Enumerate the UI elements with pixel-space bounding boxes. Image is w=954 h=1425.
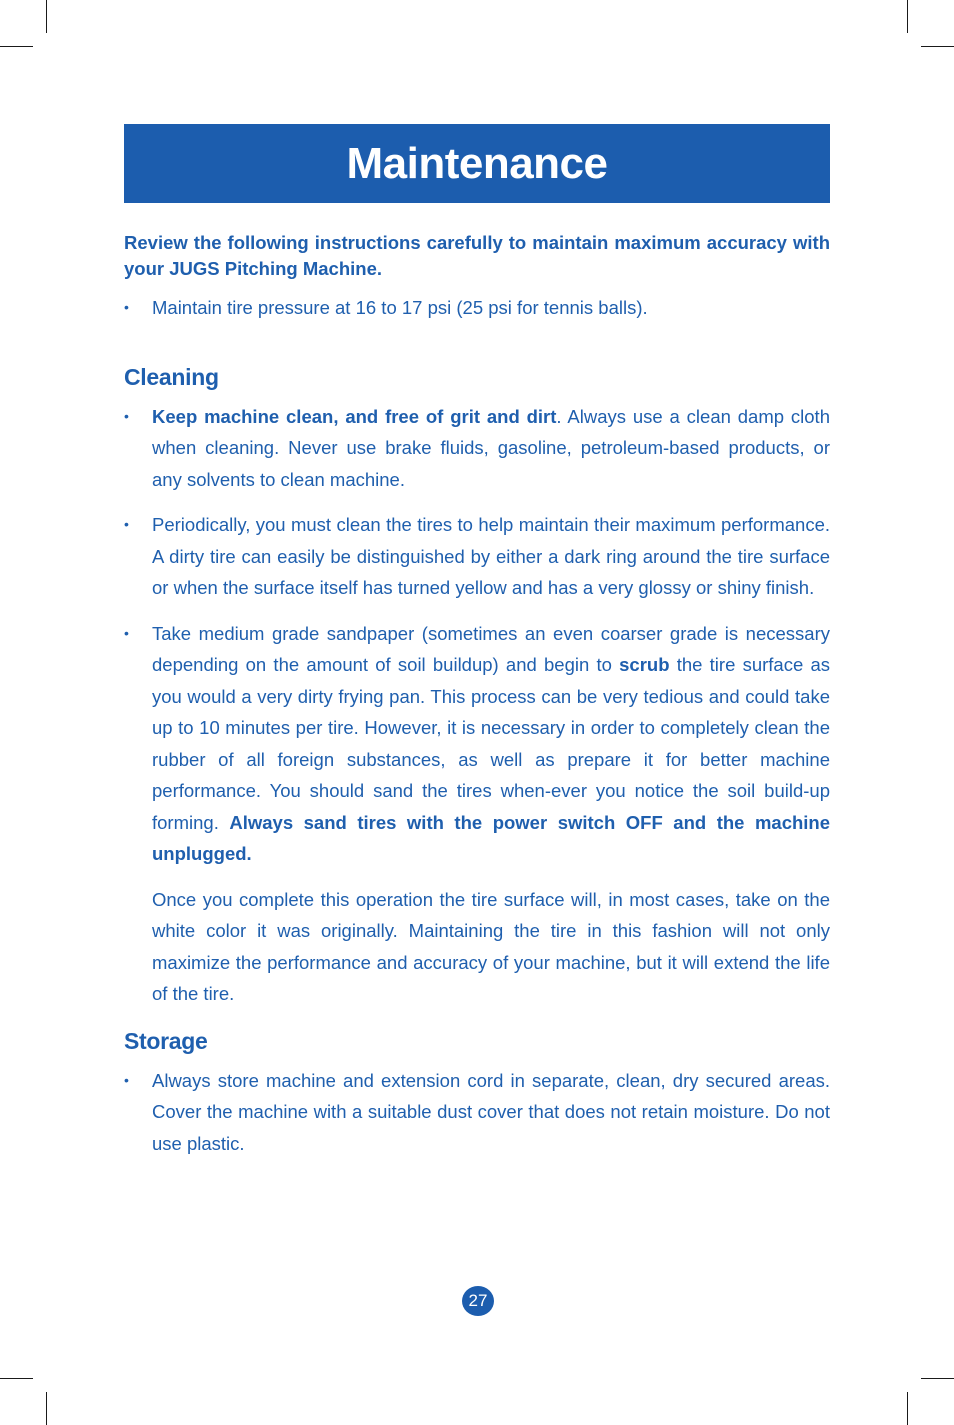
page-number: 27 <box>468 1291 488 1310</box>
storage-bullet-list <box>124 1065 830 1160</box>
bullet-text: Maintain tire pressure at 16 to 17 psi (25 psi for tennis balls). <box>152 297 648 318</box>
crop-mark <box>921 46 954 47</box>
bullet-icon: • <box>124 407 129 424</box>
crop-mark <box>0 46 33 47</box>
bullet-emphasis: scrub <box>619 654 670 675</box>
crop-mark <box>0 1378 33 1379</box>
crop-mark <box>46 0 47 33</box>
intro-bullet-list <box>124 292 830 324</box>
bullet-text <box>152 618 830 870</box>
section-heading-cleaning: Cleaning <box>124 363 219 390</box>
page-content <box>124 230 830 1173</box>
section-heading-storage: Storage <box>124 1027 208 1054</box>
crop-mark <box>46 1392 47 1425</box>
bullet-icon: • <box>124 299 129 315</box>
bullet-body: Take medium grade sandpaper (sometimes an even coarser grade is necessary depending on the amount of soil buildup) and begin to <box>152 622 830 675</box>
bullet-body: . Always use a clean damp cloth when cleaning. Never use brake fluids, gasoline, petroleum-based products, or any solvents to clean machine. <box>152 405 830 490</box>
bullet-icon: • <box>124 516 129 532</box>
bullet-body: the tire surface as you would a very dirty frying pan. This process can be very tedious and could take up to 10 minutes per tire. However, it is necessary in order to completely clean the rubber of all foreign substances, as well as prepare it for better machine performance. You should sand the tires when-ever you notice the soil build-up forming. <box>152 654 830 833</box>
cleaning-bullet-list <box>124 401 830 1010</box>
crop-mark <box>907 0 908 33</box>
page-number-badge <box>462 1286 494 1316</box>
bullet-text: Always store machine and extension cord in separate, clean, dry secured areas. Cover the machine with a suitable dust cover that does not retain moisture. Do not use plastic. <box>152 1069 830 1154</box>
bullet-icon: • <box>124 624 129 641</box>
list-item <box>124 401 830 496</box>
list-item <box>124 509 830 604</box>
bullet-emphasis: Keep machine clean, and free of grit and dirt <box>152 405 557 427</box>
crop-mark <box>907 1392 908 1425</box>
page-title: Maintenance <box>346 138 608 188</box>
list-item <box>124 618 830 1010</box>
intro-paragraph: Review the following instructions carefully to maintain maximum accuracy with your JUGS Pitching Machine. <box>124 232 830 279</box>
list-item <box>124 1065 830 1160</box>
bullet-text: Periodically, you must clean the tires to help maintain their maximum performance. A dirty tire can easily be distinguished by either a dark ring around the tire surface or when the surface itself has turned yellow and has a very glossy or shiny finish. <box>152 514 830 598</box>
page-title-banner <box>124 124 830 203</box>
bullet-text <box>152 401 830 496</box>
bullet-followup-paragraph: Once you complete this operation the tire surface will, in most cases, take on the white color it was originally. Maintaining the tire in this fashion will not only maximize the performance and accuracy of your machine, but it will extend the life of the tire. <box>152 888 830 1004</box>
bullet-warning: Always sand tires with the power switch OFF and the machine unplugged. <box>152 811 831 864</box>
crop-mark <box>921 1378 954 1379</box>
list-item <box>124 292 830 324</box>
bullet-icon: • <box>124 1071 129 1088</box>
